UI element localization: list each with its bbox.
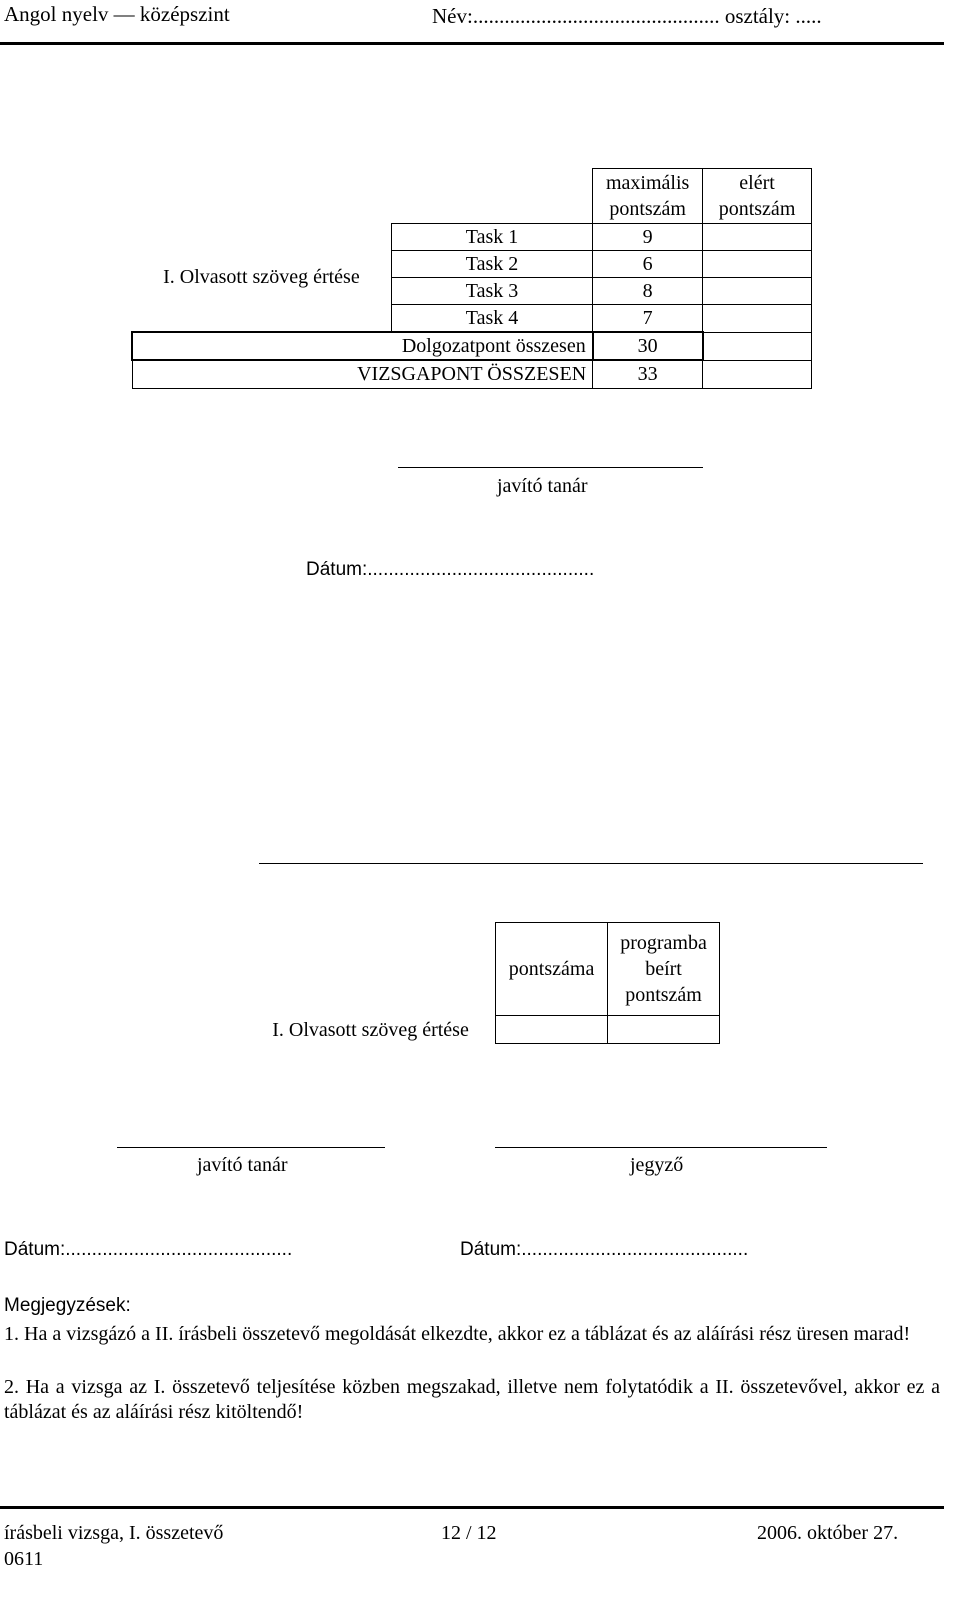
task-max: 9 — [593, 224, 703, 251]
program-points-header: programba beírt pontszám — [608, 923, 720, 1016]
corrector-label: javító tanár — [497, 475, 588, 497]
score-table — [131, 168, 812, 389]
footer-date: 2006. október 27. — [757, 1522, 899, 1544]
date-field-left: Dátum:........................................... — [4, 1239, 293, 1260]
program-table — [246, 922, 720, 1044]
exam-total-label: VIZSGAPONT ÖSSZESEN — [132, 360, 593, 388]
signature-line-right — [495, 1147, 827, 1148]
date-field: Dátum:........................................... — [306, 559, 595, 580]
achieved-score-header: elért pontszám — [703, 169, 812, 224]
total-label: Dolgozatpont összesen — [132, 332, 593, 360]
task-label: Task 4 — [391, 305, 592, 333]
program-points-cell[interactable] — [608, 1016, 720, 1044]
section-divider — [259, 863, 923, 864]
footer-exam-label: írásbeli vizsga, I. összetevő — [4, 1522, 224, 1544]
page-number: 12 / 12 — [441, 1522, 497, 1544]
task-achieved-cell[interactable] — [703, 305, 812, 333]
points-cell[interactable] — [496, 1016, 608, 1044]
date-field-right: Dátum:........................................... — [460, 1239, 749, 1260]
task-max: 6 — [593, 251, 703, 278]
note-2: 2. Ha a vizsga az I. összetevő teljesítése közben megszakad, illetve nem folytatódik a II. összetevővel, akkor ez a táblázat és az aláírási rész kitöltendő! — [4, 1376, 940, 1423]
task-achieved-cell[interactable] — [703, 224, 812, 251]
task-label: Task 1 — [391, 224, 592, 251]
total-max: 30 — [593, 332, 703, 360]
footer-code: 0611 — [4, 1548, 44, 1570]
task-achieved-cell[interactable] — [703, 251, 812, 278]
signature-line — [398, 467, 703, 468]
program-row-label: I. Olvasott szöveg értése — [272, 1018, 469, 1041]
header-name-class: Név:............................................... osztály: ..... — [432, 4, 822, 28]
max-score-header: maximális pontszám — [593, 169, 703, 224]
clerk-label: jegyző — [630, 1154, 684, 1176]
header-subject: Angol nyelv — középszint — [4, 2, 230, 26]
task-max: 7 — [593, 305, 703, 333]
header-rule — [0, 42, 944, 45]
corrector-label-2: javító tanár — [197, 1154, 288, 1176]
exam-total-max: 33 — [593, 360, 703, 388]
task-label: Task 2 — [391, 251, 592, 278]
points-header: pontszáma — [496, 923, 608, 1016]
total-achieved-cell[interactable] — [703, 332, 812, 360]
signature-line-left — [117, 1147, 385, 1148]
exam-total-achieved-cell[interactable] — [703, 360, 812, 388]
note-1: 1. Ha a vizsgázó a II. írásbeli összetevő megoldását elkezdte, akkor ez a táblázat és az aláírási rész üresen marad! — [4, 1323, 911, 1345]
task-label: Task 3 — [391, 278, 592, 305]
notes-title: Megjegyzések: — [4, 1295, 131, 1316]
section-label: I. Olvasott szöveg értése — [163, 266, 360, 289]
footer-rule — [0, 1506, 944, 1509]
task-max: 8 — [593, 278, 703, 305]
task-achieved-cell[interactable] — [703, 278, 812, 305]
